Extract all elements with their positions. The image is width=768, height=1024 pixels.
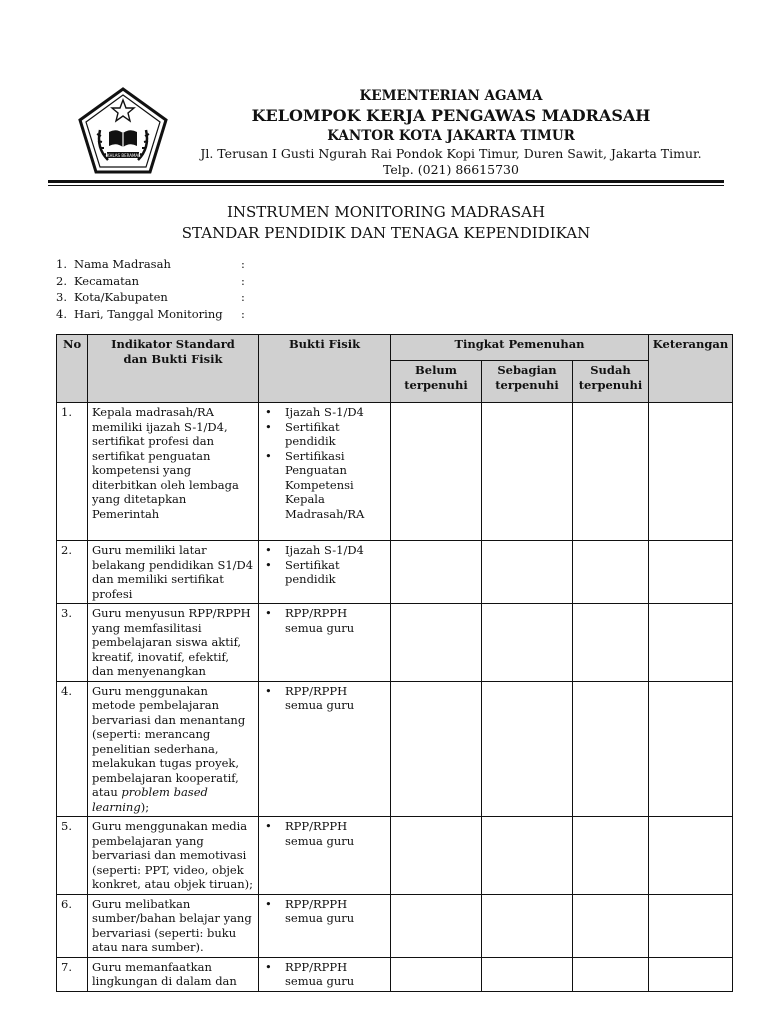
indicator-text: Guru menyusun RPP/RPPH yang memfasilitasi pembelajaran siswa aktif, kreatif, inovatif, efektif, dan menyenangkan: [92, 606, 251, 678]
cell-partially-fulfilled[interactable]: [482, 604, 573, 682]
cell-notes[interactable]: [649, 541, 733, 604]
svg-text:IKHLAS BERAMAL: IKHLAS BERAMAL: [105, 153, 141, 158]
table-row: [57, 894, 733, 957]
office-name: KANTOR KOTA JAKARTA TIMUR: [327, 128, 575, 144]
field-colon: :: [241, 306, 245, 321]
cell-fulfilled[interactable]: [573, 403, 649, 541]
table-row: [57, 957, 733, 991]
header-no: [57, 335, 88, 403]
cell-not-fulfilled[interactable]: [391, 894, 482, 957]
identity-fields: [56, 256, 356, 322]
header-indicator: [88, 335, 259, 403]
indicator-text: Guru menggunakan media pembelajaran yang bervariasi dan memotivasi (seperti: PPT, video, objek konkret, atau objek tiruan);: [92, 819, 254, 891]
indicator-text: Guru memanfaatkan lingkungan di dalam dan: [92, 959, 237, 988]
title-line-2: STANDAR PENDIDIK DAN TENAGA KEPENDIDIKAN: [181, 224, 591, 242]
evidence-item: • RPP/RPPH semua guru: [263, 684, 386, 713]
header-notes-label: Keterangan: [652, 337, 729, 351]
cell-partially-fulfilled[interactable]: [482, 817, 573, 895]
header-fulfilled-line1: Sudah: [590, 363, 631, 377]
cell-not-fulfilled[interactable]: [391, 681, 482, 817]
row-number: 7.: [57, 957, 88, 991]
row-indicator: [88, 681, 259, 817]
cell-notes[interactable]: [649, 403, 733, 541]
cell-notes[interactable]: [649, 817, 733, 895]
letterhead-rule-thick: [48, 180, 724, 183]
cell-partially-fulfilled[interactable]: [482, 957, 573, 991]
header-not-fulfilled: [391, 361, 482, 403]
row-indicator: [88, 403, 259, 541]
cell-not-fulfilled[interactable]: [391, 541, 482, 604]
evidence-item: • RPP/RPPH semua guru: [263, 606, 386, 635]
field-label: Hari, Tanggal Monitoring: [74, 306, 223, 321]
header-indicator-line1: Indikator Standard: [111, 337, 235, 351]
evidence-item: • RPP/RPPH semua guru: [263, 819, 386, 848]
header-fulfillment-level: [391, 335, 649, 361]
indicator-text: Guru melibatkan sumber/bahan belajar yang bervariasi (seperti: buku atau nara sumber).: [92, 896, 252, 954]
row-number: 2.: [57, 541, 88, 604]
row-evidence: [259, 817, 391, 895]
header-fulfillment-label: Tingkat Pemenuhan: [454, 337, 585, 351]
table-row: [57, 403, 733, 541]
row-evidence: [259, 957, 391, 991]
office-address: Jl. Terusan I Gusti Ngurah Rai Pondok Kopi Timur, Duren Sawit, Jakarta Timur.: [200, 146, 702, 161]
evidence-item: • Sertifikasi Penguatan Kompetensi Kepala Madrasah/RA: [263, 449, 386, 522]
row-number: 6.: [57, 894, 88, 957]
field-label: Kecamatan: [74, 273, 140, 288]
cell-notes[interactable]: [649, 604, 733, 682]
cell-partially-fulfilled[interactable]: [482, 403, 573, 541]
header-not-fulfilled-line1: Belum: [415, 363, 457, 377]
row-indicator: [88, 957, 259, 991]
table-row: [57, 541, 733, 604]
evidence-item: • Ijazah S-1/D4: [263, 405, 386, 420]
organization-name: KELOMPOK KERJA PENGAWAS MADRASAH: [251, 106, 651, 125]
cell-partially-fulfilled[interactable]: [482, 681, 573, 817]
letterhead-rule-thin: [48, 185, 724, 186]
cell-not-fulfilled[interactable]: [391, 817, 482, 895]
cell-fulfilled[interactable]: [573, 681, 649, 817]
field-label: Nama Madrasah: [74, 257, 171, 271]
header-fulfilled: [573, 361, 649, 403]
evidence-item: • Ijazah S-1/D4: [263, 543, 386, 558]
indicator-text: Guru menggunakan metode pembelajaran bervariasi dan menantang (seperti: merancang penelitian sederhana, melakukan tugas proyek, pembelajaran kooperatif, atau: [92, 683, 246, 799]
field-city-regency: [56, 289, 356, 306]
evidence-item: • Sertifikat pendidik: [263, 558, 386, 587]
field-number: 4.: [56, 306, 67, 321]
cell-fulfilled[interactable]: [573, 541, 649, 604]
header-fulfilled-line2: terpenuhi: [578, 378, 643, 392]
header-partially-fulfilled-line1: Sebagian: [497, 363, 557, 377]
row-evidence: [259, 403, 391, 541]
header-no-label: No: [63, 337, 82, 351]
cell-notes[interactable]: [649, 957, 733, 991]
field-number: 3.: [56, 290, 67, 304]
cell-notes[interactable]: [649, 894, 733, 957]
field-monitoring-date: [56, 306, 356, 323]
office-phone: Telp. (021) 86615730: [383, 162, 519, 177]
row-indicator: [88, 541, 259, 604]
row-number: 3.: [57, 604, 88, 682]
document-title: [48, 202, 724, 244]
cell-fulfilled[interactable]: [573, 817, 649, 895]
header-evidence: [259, 335, 391, 403]
header-not-fulfilled-line2: terpenuhi: [404, 378, 468, 392]
header-partially-fulfilled-line2: terpenuhi: [495, 378, 559, 392]
field-colon: :: [241, 257, 245, 271]
row-number: 1.: [57, 403, 88, 541]
field-district: [56, 273, 356, 290]
header-partially-fulfilled: [482, 361, 573, 403]
cell-not-fulfilled[interactable]: [391, 403, 482, 541]
cell-partially-fulfilled[interactable]: [482, 541, 573, 604]
row-evidence: [259, 604, 391, 682]
ministry-name: KEMENTERIAN AGAMA: [359, 88, 543, 104]
row-number: 4.: [57, 681, 88, 817]
evidence-item: • RPP/RPPH semua guru: [263, 897, 386, 926]
monitoring-table: [56, 334, 733, 992]
letterhead-text: [178, 87, 724, 178]
cell-fulfilled[interactable]: [573, 957, 649, 991]
field-colon: :: [241, 273, 245, 288]
row-evidence: [259, 681, 391, 817]
ministry-emblem-logo: [76, 86, 170, 176]
field-number: 2.: [56, 273, 67, 288]
field-label: Kota/Kabupaten: [74, 290, 168, 304]
evidence-item: • RPP/RPPH semua guru: [263, 960, 386, 989]
cell-fulfilled[interactable]: [573, 604, 649, 682]
indicator-text-end: );: [140, 799, 150, 814]
indicator-text-italic: problem based learning: [92, 785, 208, 814]
table-row: [57, 681, 733, 817]
evidence-item: • Sertifikat pendidik: [263, 420, 386, 449]
field-school-name: [56, 256, 356, 273]
row-indicator: [88, 604, 259, 682]
field-colon: :: [241, 290, 245, 304]
table-row: [57, 817, 733, 895]
cell-partially-fulfilled[interactable]: [482, 894, 573, 957]
row-evidence: [259, 894, 391, 957]
header-notes: [649, 335, 733, 403]
indicator-text: Guru memiliki latar belakang pendidikan S1/D4 dan memiliki sertifikat profesi: [92, 543, 254, 601]
row-evidence: [259, 541, 391, 604]
header-evidence-label: Bukti Fisik: [288, 337, 361, 351]
cell-not-fulfilled[interactable]: [391, 604, 482, 682]
row-indicator: [88, 894, 259, 957]
title-line-1: INSTRUMEN MONITORING MADRASAH: [226, 203, 546, 221]
row-number: 5.: [57, 817, 88, 895]
table-row: [57, 604, 733, 682]
header-indicator-line2: dan Bukti Fisik: [123, 352, 223, 366]
row-indicator: [88, 817, 259, 895]
indicator-text: Kepala madrasah/RA memiliki ijazah S-1/D4, sertifikat profesi dan sertifikat penguatan kompetensi yang diterbitkan oleh lembaga yang ditetapkan Pemerintah: [92, 405, 239, 521]
letterhead: [48, 82, 724, 182]
cell-fulfilled[interactable]: [573, 894, 649, 957]
cell-not-fulfilled[interactable]: [391, 957, 482, 991]
field-number: 1.: [56, 257, 67, 271]
cell-notes[interactable]: [649, 681, 733, 817]
